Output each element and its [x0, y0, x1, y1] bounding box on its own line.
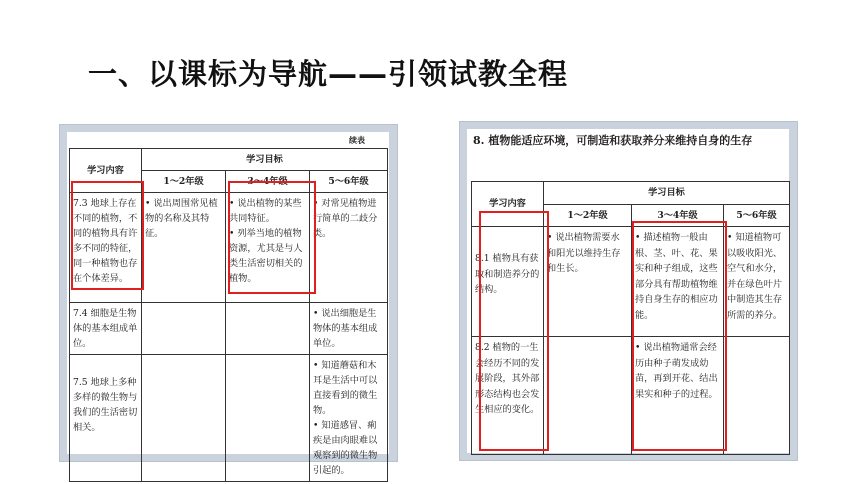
header-grade-1-2: 1～2年级	[142, 171, 226, 193]
highlight-box-content	[71, 181, 144, 290]
slide-title: 一、以课标为导航——引领试教全程	[88, 57, 569, 91]
row-goal-5-6: • 对常见植物进行简单的二歧分类。	[310, 193, 388, 303]
continued-label: 续表	[349, 135, 365, 145]
row-content: 8.1 植物具有获取和制造养分的结构。	[472, 227, 544, 337]
table-row	[70, 303, 388, 355]
header-content: 学习内容	[70, 149, 142, 193]
row-goal-1-2	[142, 303, 226, 355]
highlight-box-content	[479, 211, 549, 451]
right-table-paper	[467, 129, 789, 453]
row-goal-3-4	[226, 355, 310, 482]
row-goal-3-4	[226, 303, 310, 355]
row-goal-1-2	[544, 337, 632, 455]
header-grade-5-6: 5～6年级	[724, 204, 790, 227]
standard-heading: 8. 植物能适应环境，可制造和获取养分来维持自身的生存	[473, 134, 753, 147]
table-row	[70, 355, 388, 482]
header-grade-3-4: 3～4年级	[632, 204, 724, 227]
left-table-image	[59, 124, 398, 476]
row-content: 7.4 细胞是生物体的基本组成单位。	[70, 303, 142, 355]
header-goal: 学习目标	[142, 149, 388, 171]
row-content: 8.2 植物的一生会经历不同的发展阶段，其外部形态结构也会发生相应的变化。	[472, 337, 544, 455]
header-grade-3-4: 3～4年级	[226, 171, 310, 193]
highlight-box-grade-3-4	[228, 181, 316, 294]
row-content: 7.5 地球上多种多样的微生物与我们的生活密切相关。	[70, 355, 142, 482]
header-grade-5-6: 5～6年级	[310, 171, 388, 193]
row-goal-5-6: • 知道植物可以吸收阳光、空气和水分，并在绿色叶片中制造其生存所需的养分。	[724, 227, 790, 337]
highlight-box-grade-3-4	[632, 221, 727, 451]
row-goal-5-6: • 知道蘑菇和木耳是生活中可以直接看到的微生物。 • 知道感冒、痢疾是由肉眼难以观察到的微生物引起的。	[310, 355, 388, 482]
row-goal-5-6: • 说出细胞是生物体的基本组成单位。	[310, 303, 388, 355]
row-goal-1-2: • 说出植物需要水和阳光以维持生存和生长。	[544, 227, 632, 337]
row-content: 7.3 地球上存在不同的植物，不同的植物具有许多不同的特征，同一种植物也存在个体差异。	[70, 193, 142, 303]
header-content: 学习内容	[472, 182, 544, 227]
row-goal-5-6	[724, 337, 790, 455]
header-grade-1-2: 1～2年级	[544, 204, 632, 227]
row-goal-3-4: • 说出植物的某些共同特征。 • 列举当地的植物资源，尤其是与人类生活密切相关的植物。	[226, 193, 310, 303]
row-goal-3-4: • 说出植物通常会经历由种子萌发成幼苗，再到开花、结出果实和种子的过程。	[632, 337, 724, 455]
right-table-image	[459, 121, 798, 461]
row-goal-1-2: • 说出周围常见植物的名称及其特征。	[142, 193, 226, 303]
row-goal-3-4: • 描述植物一般由根、茎、叶、花、果实和种子组成，这些部分具有帮助植物维持自身生存的相应功能。	[632, 227, 724, 337]
row-goal-1-2	[142, 355, 226, 482]
left-table-paper	[67, 132, 389, 476]
header-goal: 学习目标	[544, 182, 790, 205]
